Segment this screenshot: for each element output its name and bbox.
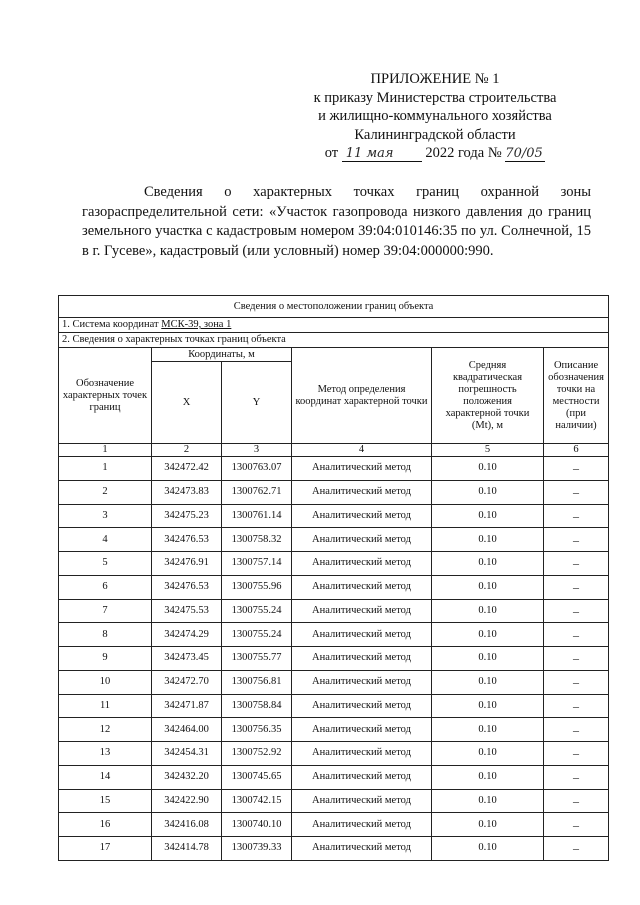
y-coordinate-cell: 1300755.24 <box>222 599 292 623</box>
accuracy-cell: 0.10 <box>432 837 544 861</box>
accuracy-cell: 0.10 <box>432 813 544 837</box>
coordinates-table <box>58 295 609 861</box>
method-cell: Аналитический метод <box>292 504 432 528</box>
appendix-line-1: к приказу Министерства строительства <box>313 89 557 106</box>
method-cell: Аналитический метод <box>292 789 432 813</box>
accuracy-cell: 0.10 <box>432 789 544 813</box>
description-cell: – <box>544 552 609 576</box>
y-coordinate-cell: 1300761.14 <box>222 504 292 528</box>
x-coordinate-cell: 342473.83 <box>152 480 222 504</box>
table-row <box>59 575 609 599</box>
x-coordinate-cell: 342414.78 <box>152 837 222 861</box>
appendix-line-3: Калининградской области <box>354 126 516 143</box>
x-coordinate-cell: 342475.53 <box>152 599 222 623</box>
description-cell: – <box>544 623 609 647</box>
x-coordinate-cell: 342454.31 <box>152 742 222 766</box>
coordinate-system-value: МСК-39, зона 1 <box>161 319 232 330</box>
method-cell: Аналитический метод <box>292 457 432 481</box>
point-number-cell: 9 <box>59 647 152 671</box>
description-cell: – <box>544 837 609 861</box>
y-coordinate-cell: 1300745.65 <box>222 765 292 789</box>
y-coordinate-cell: 1300757.14 <box>222 552 292 576</box>
y-coordinate-cell: 1300740.10 <box>222 813 292 837</box>
point-number-cell: 13 <box>59 742 152 766</box>
description-cell: – <box>544 694 609 718</box>
appendix-date-line <box>290 144 580 163</box>
x-coordinate-cell: 342475.23 <box>152 504 222 528</box>
header-method: Метод определения координат характерной точки <box>292 348 432 444</box>
method-cell: Аналитический метод <box>292 528 432 552</box>
table-row <box>59 765 609 789</box>
column-number: 3 <box>222 444 292 457</box>
accuracy-cell: 0.10 <box>432 457 544 481</box>
point-number-cell: 4 <box>59 528 152 552</box>
point-number-cell: 10 <box>59 670 152 694</box>
y-coordinate-cell: 1300755.77 <box>222 647 292 671</box>
x-coordinate-cell: 342476.53 <box>152 575 222 599</box>
method-cell: Аналитический метод <box>292 742 432 766</box>
date-prefix: от <box>324 145 339 161</box>
accuracy-cell: 0.10 <box>432 552 544 576</box>
description-cell: – <box>544 813 609 837</box>
accuracy-cell: 0.10 <box>432 528 544 552</box>
table-row <box>59 552 609 576</box>
table-row <box>59 789 609 813</box>
y-coordinate-cell: 1300742.15 <box>222 789 292 813</box>
appendix-header <box>290 70 580 163</box>
y-coordinate-cell: 1300756.35 <box>222 718 292 742</box>
date-year: 2022 года № <box>425 145 502 161</box>
table-row <box>59 528 609 552</box>
column-number: 6 <box>544 444 609 457</box>
table-row <box>59 837 609 861</box>
table-row <box>59 813 609 837</box>
y-coordinate-cell: 1300755.24 <box>222 623 292 647</box>
y-coordinate-cell: 1300762.71 <box>222 480 292 504</box>
accuracy-cell: 0.10 <box>432 575 544 599</box>
y-coordinate-cell: 1300756.81 <box>222 670 292 694</box>
description-cell: – <box>544 765 609 789</box>
y-coordinate-cell: 1300739.33 <box>222 837 292 861</box>
column-number: 2 <box>152 444 222 457</box>
description-cell: – <box>544 647 609 671</box>
header-accuracy: Средняя квадратическая погрешность положения характерной точки (Mt), м <box>432 348 544 444</box>
x-coordinate-cell: 342476.53 <box>152 528 222 552</box>
accuracy-cell: 0.10 <box>432 599 544 623</box>
header-x: X <box>152 362 222 444</box>
coordinate-system-row <box>59 318 609 333</box>
x-coordinate-cell: 342422.90 <box>152 789 222 813</box>
intro-paragraph <box>82 183 591 261</box>
x-coordinate-cell: 342471.87 <box>152 694 222 718</box>
description-cell: – <box>544 789 609 813</box>
accuracy-cell: 0.10 <box>432 480 544 504</box>
y-coordinate-cell: 1300763.07 <box>222 457 292 481</box>
header-description: Описание обозначения точки на местности (при наличии) <box>544 348 609 444</box>
table-row <box>59 599 609 623</box>
column-number: 5 <box>432 444 544 457</box>
point-number-cell: 7 <box>59 599 152 623</box>
point-number-cell: 11 <box>59 694 152 718</box>
x-coordinate-cell: 342474.29 <box>152 623 222 647</box>
intro-text: Сведения о характерных точках границ охранной зоны газораспределительной сети: «Участок газопровода низкого давления до границ земельного участка с кадастровым номером 39:04:010146:35 по ул. Солнечной, 15 в г. Гусеве», кадастровый (или условный) номер 39:04:000000:990. <box>82 184 591 259</box>
x-coordinate-cell: 342432.20 <box>152 765 222 789</box>
accuracy-cell: 0.10 <box>432 504 544 528</box>
x-coordinate-cell: 342473.45 <box>152 647 222 671</box>
accuracy-cell: 0.10 <box>432 670 544 694</box>
description-cell: – <box>544 504 609 528</box>
description-cell: – <box>544 742 609 766</box>
accuracy-cell: 0.10 <box>432 765 544 789</box>
description-cell: – <box>544 480 609 504</box>
table-row <box>59 742 609 766</box>
method-cell: Аналитический метод <box>292 765 432 789</box>
y-coordinate-cell: 1300758.32 <box>222 528 292 552</box>
description-cell: – <box>544 457 609 481</box>
table-caption: Сведения о местоположении границ объекта <box>59 296 609 318</box>
accuracy-cell: 0.10 <box>432 694 544 718</box>
x-coordinate-cell: 342472.42 <box>152 457 222 481</box>
description-cell: – <box>544 670 609 694</box>
x-coordinate-cell: 342472.70 <box>152 670 222 694</box>
table-row <box>59 504 609 528</box>
point-number-cell: 1 <box>59 457 152 481</box>
appendix-line-2: и жилищно-коммунального хозяйства <box>318 108 552 124</box>
table-row <box>59 647 609 671</box>
point-number-cell: 5 <box>59 552 152 576</box>
handwritten-date: 11 мая <box>342 147 422 162</box>
y-coordinate-cell: 1300752.92 <box>222 742 292 766</box>
description-cell: – <box>544 528 609 552</box>
method-cell: Аналитический метод <box>292 480 432 504</box>
header-y: Y <box>222 362 292 444</box>
x-coordinate-cell: 342416.08 <box>152 813 222 837</box>
description-cell: – <box>544 599 609 623</box>
point-number-cell: 2 <box>59 480 152 504</box>
column-number: 1 <box>59 444 152 457</box>
appendix-title: ПРИЛОЖЕНИЕ № 1 <box>370 71 500 87</box>
header-point: Обозначение характерных точек границ <box>59 348 152 444</box>
table-row <box>59 480 609 504</box>
method-cell: Аналитический метод <box>292 647 432 671</box>
point-number-cell: 15 <box>59 789 152 813</box>
method-cell: Аналитический метод <box>292 670 432 694</box>
point-number-cell: 3 <box>59 504 152 528</box>
x-coordinate-cell: 342476.91 <box>152 552 222 576</box>
method-cell: Аналитический метод <box>292 837 432 861</box>
table-row <box>59 457 609 481</box>
point-number-cell: 8 <box>59 623 152 647</box>
y-coordinate-cell: 1300755.96 <box>222 575 292 599</box>
method-cell: Аналитический метод <box>292 718 432 742</box>
accuracy-cell: 0.10 <box>432 623 544 647</box>
table-row <box>59 718 609 742</box>
method-cell: Аналитический метод <box>292 599 432 623</box>
point-number-cell: 17 <box>59 837 152 861</box>
method-cell: Аналитический метод <box>292 623 432 647</box>
description-cell: – <box>544 718 609 742</box>
coordinate-system-label: 1. Система координат <box>62 319 162 330</box>
table-row <box>59 670 609 694</box>
handwritten-number: 70/05 <box>505 147 545 162</box>
table-row <box>59 694 609 718</box>
point-number-cell: 12 <box>59 718 152 742</box>
description-cell: – <box>544 575 609 599</box>
accuracy-cell: 0.10 <box>432 718 544 742</box>
point-number-cell: 14 <box>59 765 152 789</box>
point-number-cell: 6 <box>59 575 152 599</box>
method-cell: Аналитический метод <box>292 694 432 718</box>
method-cell: Аналитический метод <box>292 575 432 599</box>
point-number-cell: 16 <box>59 813 152 837</box>
y-coordinate-cell: 1300758.84 <box>222 694 292 718</box>
points-section-label: 2. Сведения о характерных точках границ объекта <box>59 333 609 348</box>
x-coordinate-cell: 342464.00 <box>152 718 222 742</box>
header-coords: Координаты, м <box>152 348 292 362</box>
table-row <box>59 623 609 647</box>
method-cell: Аналитический метод <box>292 552 432 576</box>
accuracy-cell: 0.10 <box>432 742 544 766</box>
accuracy-cell: 0.10 <box>432 647 544 671</box>
method-cell: Аналитический метод <box>292 813 432 837</box>
column-number: 4 <box>292 444 432 457</box>
